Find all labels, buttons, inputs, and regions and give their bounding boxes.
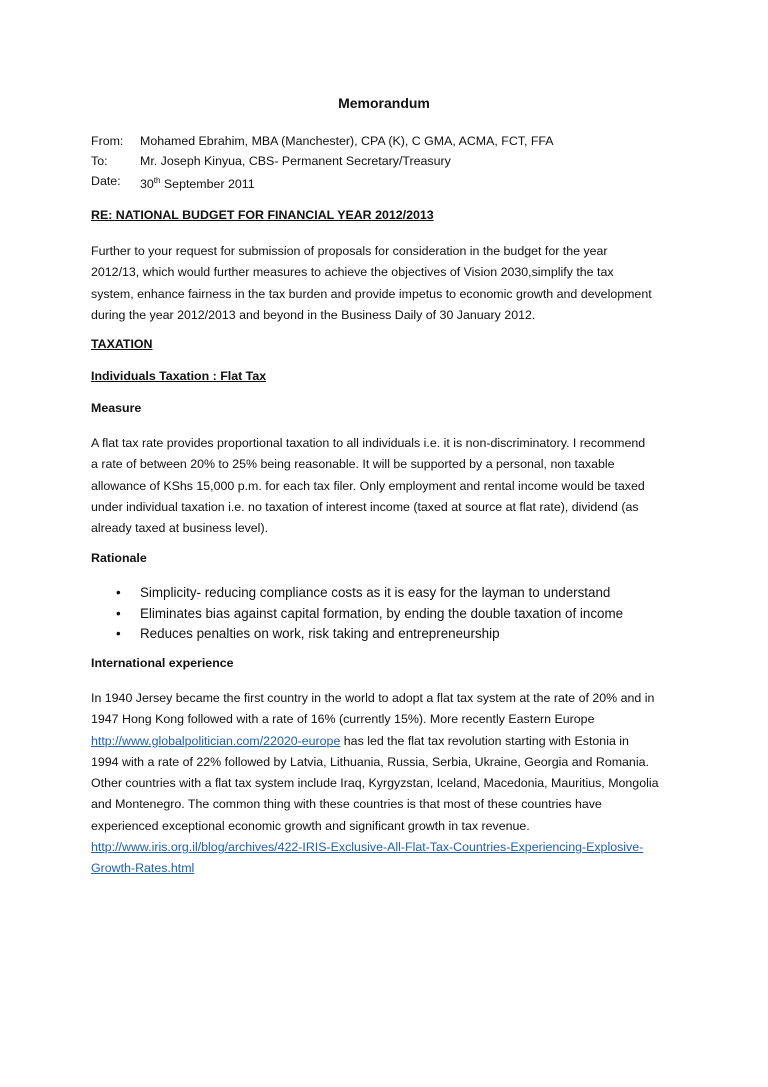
text-line: system, enhance fairness in the tax burden and provide impetus to economic growth and development xyxy=(91,286,652,301)
date-day: 30 xyxy=(140,177,154,192)
to-value: Mr. Joseph Kinyua, CBS- Permanent Secretary/Treasury xyxy=(140,154,451,168)
list-item xyxy=(91,604,623,625)
from-label: From: xyxy=(91,134,124,148)
re-heading: RE: NATIONAL BUDGET FOR FINANCIAL YEAR 2012/2013 xyxy=(91,208,434,222)
text-line: a rate of between 20% to 25% being reasonable. It will be supported by a personal, non taxable xyxy=(91,457,615,472)
text-line: A flat tax rate provides proportional taxation to all individuals i.e. it is non-discriminatory. I recommend xyxy=(91,436,646,450)
text-line: under individual taxation i.e. no taxation of interest income (taxed at source at flat rate), dividend (as xyxy=(91,499,639,514)
intl-heading: International experience xyxy=(91,656,234,670)
text-line: 1947 Hong Kong followed with a rate of 16% (currently 15%). More recently Eastern Europe xyxy=(91,712,595,727)
rationale-heading: Rationale xyxy=(91,551,147,565)
taxation-heading: TAXATION xyxy=(91,337,153,351)
memo-header xyxy=(91,131,554,191)
date-suffix: th xyxy=(153,176,161,185)
measure-paragraph xyxy=(91,433,645,539)
text-line: and Montenegro. The common thing with these countries is that most of these countries have xyxy=(91,797,602,812)
text-line xyxy=(91,858,658,879)
iris-link-continued[interactable]: Growth-Rates.html xyxy=(91,861,195,876)
intro-paragraph xyxy=(91,241,652,326)
measure-heading: Measure xyxy=(91,401,142,415)
text-line: In 1940 Jersey became the first country in the world to adopt a flat tax system at the rate of 20% and in xyxy=(91,691,655,705)
rationale-list xyxy=(91,583,623,645)
from-value: Mohamed Ebrahim, MBA (Manchester), CPA (K), C GMA, ACMA, FCT, FFA xyxy=(140,134,554,148)
text-line: during the year 2012/2013 and beyond in the Business Daily of 30 January 2012. xyxy=(91,307,536,322)
list-item xyxy=(91,624,623,645)
text-span: has led the flat tax revolution starting with Estonia in xyxy=(340,733,629,748)
bullet-icon: • xyxy=(116,585,121,600)
date-value xyxy=(140,171,255,191)
bullet-text: Eliminates bias against capital formation, by ending the double taxation of income xyxy=(140,605,624,621)
text-line: Further to your request for submission of proposals for consideration in the budget for the year xyxy=(91,244,608,258)
date-rest: September 2011 xyxy=(160,177,255,192)
bullet-icon: • xyxy=(116,626,121,641)
iris-link[interactable]: http://www.iris.org.il/blog/archives/422-IRIS-Exclusive-All-Flat-Tax-Countries-Experiencing-Explosive- xyxy=(91,840,644,855)
text-line: Other countries with a flat tax system include Iraq, Kyrgyzstan, Iceland, Macedonia, Mauritius, Mongolia xyxy=(91,776,659,791)
bullet-text: Simplicity- reducing compliance costs as it is easy for the layman to understand xyxy=(140,585,611,600)
individuals-heading: Individuals Taxation : Flat Tax xyxy=(91,369,267,383)
text-line xyxy=(91,837,658,858)
memo-title: Memorandum xyxy=(338,95,430,111)
text-line: already taxed at business level). xyxy=(91,521,269,536)
date-label: Date: xyxy=(91,174,121,188)
bullet-icon: • xyxy=(116,605,121,621)
text-line: allowance of KShs 15,000 p.m. for each tax filer. Only employment and rental income would be taxed xyxy=(91,478,645,493)
to-label: To: xyxy=(91,154,108,168)
intl-paragraph xyxy=(91,688,658,880)
text-line: 2012/13, which would further measures to achieve the objectives of Vision 2030,simplify the tax xyxy=(91,265,614,280)
list-item xyxy=(91,583,623,604)
text-line xyxy=(91,731,658,752)
globalpolitician-link[interactable]: http://www.globalpolitician.com/22020-europe xyxy=(91,733,341,748)
bullet-text: Reduces penalties on work, risk taking and entrepreneurship xyxy=(140,626,500,641)
text-line: experienced exceptional economic growth and significant growth in tax revenue. xyxy=(91,818,530,833)
text-line: 1994 with a rate of 22% followed by Latvia, Lithuania, Russia, Serbia, Ukraine, Georgia and Romania. xyxy=(91,754,649,769)
